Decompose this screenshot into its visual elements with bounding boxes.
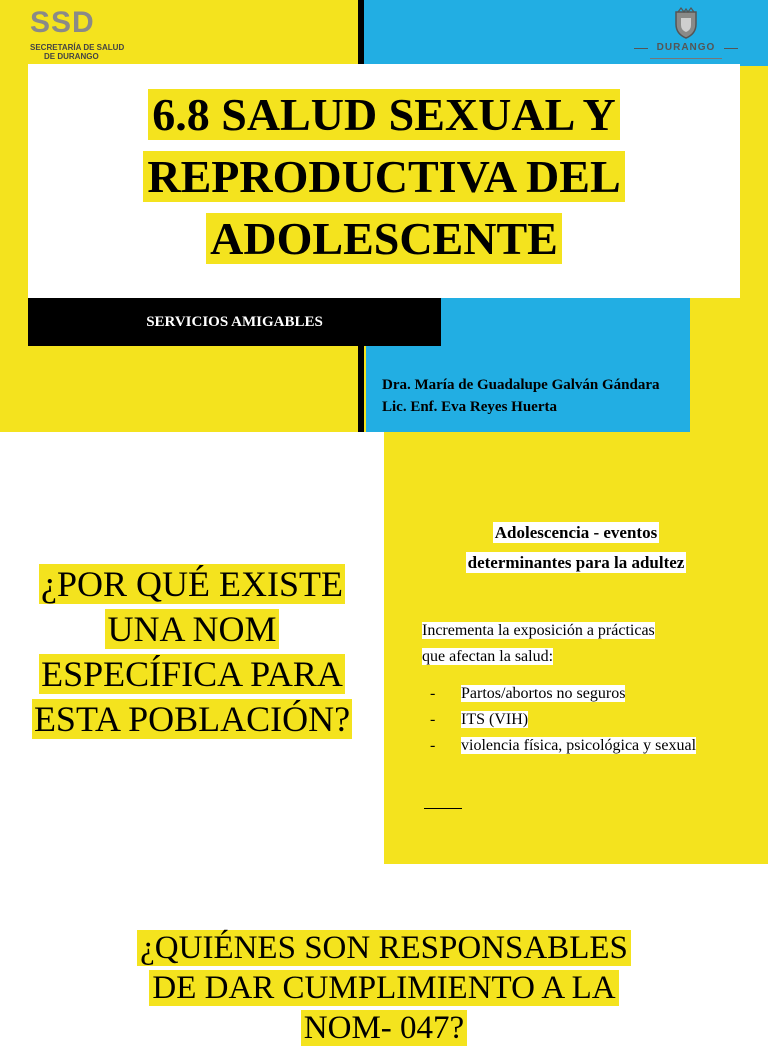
question-heading: ¿QUIÉNES SON RESPONSABLES DE DAR CUMPLIMIENTO A LA NOM- 047? <box>0 928 768 1048</box>
author-line: Lic. Enf. Eva Reyes Huerta <box>382 399 557 415</box>
question-heading: ¿POR QUÉ EXISTE UNA NOM ESPECÍFICA PARA ESTA POBLACIÓN? <box>33 564 351 739</box>
title-line: ADOLESCENTE <box>28 208 740 270</box>
question-slide <box>0 432 768 864</box>
risk-list <box>430 681 730 759</box>
ssd-logo-line2: DE DURANGO <box>44 52 99 61</box>
ssd-logo <box>30 8 150 64</box>
slide-title <box>28 84 740 270</box>
durango-logo <box>632 8 740 64</box>
short-rule <box>424 808 462 809</box>
slide-subtitle: SERVICIOS AMIGABLES <box>146 314 323 330</box>
durango-wordmark: DURANGO <box>656 42 716 53</box>
author-line: Dra. María de Guadalupe Galván Gándara <box>382 377 660 393</box>
bullet-dash: - <box>430 711 436 728</box>
list-item: - ITS (VIH) <box>430 707 730 733</box>
panel-intro-text: Incrementa la exposición a prácticas que afectan la salud: <box>422 622 655 665</box>
crest-icon <box>672 8 700 40</box>
ssd-logo-letters: SSD <box>30 6 95 39</box>
responsibility-slide <box>0 864 768 1046</box>
title-slide <box>0 0 768 432</box>
title-line: 6.8 SALUD SEXUAL Y <box>28 84 740 146</box>
authors <box>382 374 660 418</box>
panel-heading: Adolescencia - eventos determinantes para la adultez <box>467 523 685 572</box>
logo-underline <box>650 58 722 59</box>
logo-rule-right <box>724 48 738 49</box>
title-line: REPRODUCTIVA DEL <box>28 146 740 208</box>
list-item: - violencia física, psicológica y sexual <box>430 733 730 759</box>
list-item: - Partos/abortos no seguros <box>430 681 730 707</box>
bullet-dash: - <box>430 737 436 754</box>
bullet-dash: - <box>430 685 436 702</box>
ssd-logo-line1: SECRETARÍA DE SALUD <box>30 43 125 52</box>
